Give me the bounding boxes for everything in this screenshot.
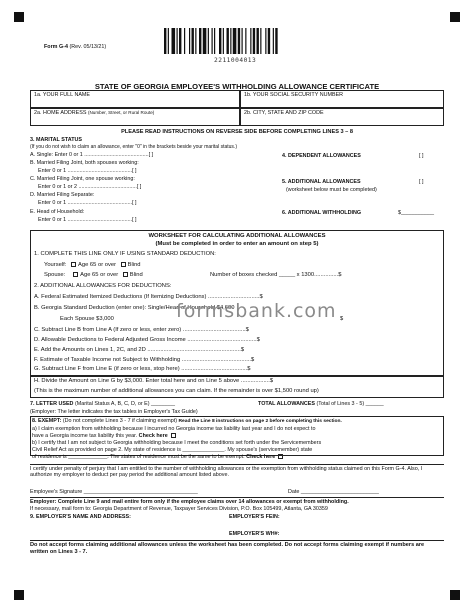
employer-letter-note: (Employer: The letter indicates the tax tables in Employer's Tax Guide) (30, 409, 198, 415)
worksheet-line-2b-spouse: Each Spouse $3,000 (60, 316, 114, 322)
additional-withholding-label: 6. ADDITIONAL WITHHOLDING (282, 210, 362, 216)
marital-c-label: C. Married Filing Joint, one spouse working: (30, 176, 135, 182)
additional-allowances-note: (worksheet below must be completed) (286, 187, 377, 193)
exempt-a-line-2: have a Georgia income tax liability this year. Check here (32, 433, 178, 439)
exempt-b-checkbox[interactable] (278, 454, 283, 459)
additional-allowances-label: 5. ADDITIONAL ALLOWANCES (282, 179, 361, 185)
marital-b-label: B. Married Filing Joint, both spouses working: (30, 160, 139, 166)
registration-mark-top-right (450, 12, 460, 22)
worksheet-line-2g[interactable]: G. Subtract Line F from Line E (if zero or less, stop here) .........................................$ (34, 366, 251, 372)
spouse-blind-checkbox[interactable] (123, 272, 128, 277)
ssn-field[interactable]: 1b. YOUR SOCIAL SECURITY NUMBER (240, 90, 444, 108)
worksheet-line-2b-amount[interactable]: $ (340, 316, 344, 322)
yourself-blind-checkbox[interactable] (121, 262, 126, 267)
signature-label[interactable]: Employee's Signature ______________________________________ (30, 489, 198, 495)
spouse-age65-checkbox[interactable] (73, 272, 78, 277)
mail-to: If necessary, mail form to: Georgia Department of Revenue, Taxpayer Services Division, P.O. Box 105499, Atlanta, GA 30359 (30, 506, 328, 512)
divider (30, 540, 444, 541)
divider (30, 464, 444, 465)
worksheet-line-2f[interactable]: F. Estimate of Taxable Income not Subject to Withholding ...........................................$ (34, 357, 255, 363)
marital-b[interactable]: Enter 0 or 1 ...........................................[ ] (38, 168, 137, 174)
worksheet-line-2d[interactable]: D. Allowable Deductions to Federal Adjusted Gross Income ...........................................$ (34, 337, 260, 343)
registration-mark-bottom-left (14, 590, 24, 600)
watermark: formsbank.com (176, 300, 337, 322)
city-state-zip-field[interactable]: 2b. CITY, STATE AND ZIP CODE (240, 108, 444, 126)
exempt-b-line-3[interactable]: of residence is _____________. The states of residence must be the same to be exempt. Check here (32, 454, 285, 460)
additional-withholding-field[interactable]: $___________ (398, 210, 434, 216)
spouse-row: Spouse: Age 65 or over Blind (44, 272, 143, 279)
worksheet-title: WORKSHEET FOR CALCULATING ADDITIONAL ALLOWANCES (148, 233, 326, 239)
instructions-banner: PLEASE READ INSTRUCTIONS ON REVERSE SIDE BEFORE COMPLETING LINES 3 – 8 (121, 129, 353, 135)
dependent-allowances-field[interactable]: [ ] (419, 153, 424, 159)
barcode-number: 2211004013 (214, 57, 257, 64)
marital-note: (If you do not wish to claim an allowance, enter "0" in the brackets beside your marital status.) (30, 144, 237, 150)
worksheet-line-2c[interactable]: C. Subtract Line B from Line A (If zero or less, enter zero) .......................................$ (34, 327, 249, 333)
form-id: Form G-4 (Rev. 05/13/21) (44, 44, 107, 50)
marital-heading: 3. MARITAL STATUS (30, 137, 83, 143)
exempt-a-line-1: a) I claim exemption from withholding because I incurred no Georgia income tax liability last year and I do not expect to (32, 426, 316, 432)
worksheet-line-1: 1. COMPLETE THIS LINE ONLY IF USING STANDARD DEDUCTION: (34, 251, 216, 257)
marital-e[interactable]: Enter 0 or 1 ...........................................[ ] (38, 217, 137, 223)
barcode (164, 28, 314, 54)
exempt-b-line-2[interactable]: Civil Relief Act as provided on page 2. My state of residence is ______________. My spouse's (servicemember) state (32, 447, 313, 453)
letter-used-row[interactable]: 7. LETTER USED (Marital Status A, B, C, D, or E) ________ (30, 401, 176, 407)
registration-mark-bottom-right (450, 590, 460, 600)
registration-mark-top-left (14, 12, 24, 22)
marital-e-label: E. Head of Household: (30, 209, 85, 215)
worksheet-line-2: 2. ADDITIONAL ALLOWANCES FOR DEDUCTIONS: (34, 283, 172, 289)
certification-text: I certify under penalty of perjury that I am entitled to the number of withholding allowances or the exemption from withholding status claimed on this Form G-4. Also, I authorize my employer to deduct per pay period the additional amount listed above. (30, 466, 423, 479)
worksheet-subtitle: (Must be completed in order to enter an amount on step 5) (155, 241, 319, 247)
full-name-field[interactable]: 1a. YOUR FULL NAME (30, 90, 240, 108)
form-title: STATE OF GEORGIA EMPLOYEE'S WITHHOLDING ALLOWANCE CERTIFICATE (94, 82, 380, 91)
employer-wh-label[interactable]: EMPLOYER'S WH#: (229, 531, 280, 537)
boxes-checked-field[interactable]: Number of boxes checked _____ x 1300...............$ (210, 272, 342, 278)
exempt-heading: 8. EXEMPT: (Do not complete Lines 3 - 7 if claiming exempt) Read the Line 8 instructions on page 2 before completing this section. (32, 418, 342, 424)
additional-allowances-field[interactable]: [ ] (419, 179, 424, 185)
worksheet-line-2e[interactable]: E. Add the Amounts on Lines 1, 2C, and 2D ..........................................................$ (34, 347, 245, 353)
marital-c[interactable]: Enter 0 or 1 or 2 .......................................[ ] (38, 184, 142, 190)
total-allowances-row[interactable]: TOTAL ALLOWANCES (Total of Lines 3 - 5) ______ (258, 401, 384, 407)
worksheet-line-2a[interactable]: A. Federal Estimated Itemized Deductions (If Itemizing Deductions) ................................$ (34, 294, 263, 300)
marital-a[interactable]: A. Single: Enter 0 or 1 ...........................................[ ] (30, 152, 154, 158)
exempt-b-line-1: b) I certify that I am not subject to Georgia withholding because I meet the conditions set forth under the Servicemembers (32, 440, 322, 446)
employer-fein-label[interactable]: EMPLOYER'S FEIN: (229, 514, 280, 520)
marital-d-label: D. Married Filing Separate: (30, 192, 95, 198)
divider (30, 497, 444, 498)
dependent-allowances-label: 4. DEPENDENT ALLOWANCES (282, 153, 361, 159)
marital-d[interactable]: Enter 0 or 1 ...........................................[ ] (38, 200, 137, 206)
employer-notice: Employer: Complete Line 9 and mail entire form only if the employee claims over 14 allowances or exempt from withholding. (30, 499, 349, 505)
exempt-a-checkbox[interactable] (171, 433, 176, 438)
home-address-field[interactable]: 2a. HOME ADDRESS (Number, Street, or Rural Route) (30, 108, 240, 126)
yourself-age65-checkbox[interactable] (71, 262, 76, 267)
footer-notice: Do not accept forms claiming additional allowances unless the worksheet has been completed. Do not accept forms claiming exempt if numbers are written on Lines 3 - 7. (30, 542, 425, 555)
worksheet-line-2h[interactable]: H. Divide the Amount on Line G by $3,000. Enter total here and on Line 5 above ..................$ (34, 378, 274, 384)
yourself-row: Yourself: Age 65 or over Blind (44, 262, 141, 269)
worksheet-line-2b: B. Georgia Standard Deduction (enter one): Single/Head of Household $4,600 (34, 305, 235, 311)
employer-name-address-label[interactable]: 9. EMPLOYER'S NAME AND ADDRESS: (30, 514, 131, 520)
date-label[interactable]: Date __________________________ (288, 489, 379, 495)
worksheet-note: (This is the maximum number of additional allowances you can claim. If the remainder is over $1,500 round up) (34, 388, 319, 394)
